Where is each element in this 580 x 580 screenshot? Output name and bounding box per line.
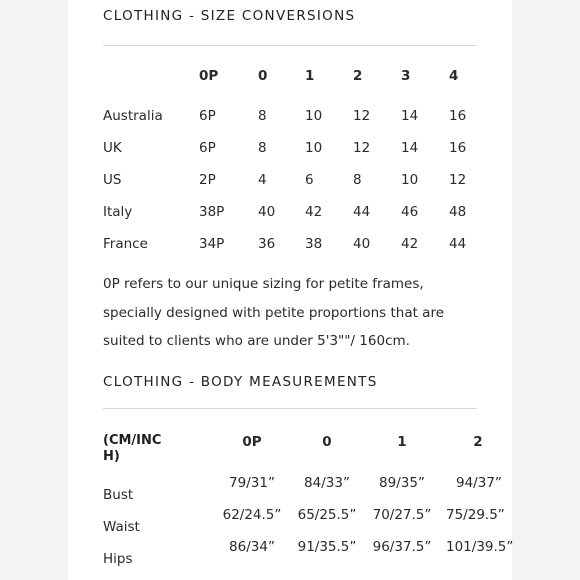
table-cell: 91/35.5” bbox=[297, 539, 357, 555]
column-header: 1 bbox=[305, 68, 315, 84]
column-header: 2 bbox=[473, 434, 483, 450]
column-header: 1 bbox=[397, 434, 407, 450]
divider bbox=[103, 408, 477, 409]
table-cell: 101/39.5” bbox=[446, 539, 514, 555]
table-cell: 42 bbox=[401, 236, 419, 252]
table-cell: 34P bbox=[199, 236, 225, 252]
row-label: Italy bbox=[103, 204, 133, 220]
row-label: Bust bbox=[103, 487, 134, 503]
table-cell: 89/35” bbox=[379, 475, 425, 491]
row-label: UK bbox=[103, 140, 122, 156]
table-cell: 12 bbox=[353, 108, 371, 124]
row-label: Hips bbox=[103, 551, 133, 567]
table-cell: 10 bbox=[305, 140, 323, 156]
body-measurements-title: CLOTHING - BODY MEASUREMENTS bbox=[103, 374, 378, 390]
table-cell: 36 bbox=[258, 236, 276, 252]
unit-header: (CM/INCH) bbox=[103, 433, 162, 464]
column-header: 0 bbox=[322, 434, 332, 450]
column-header: 3 bbox=[401, 68, 411, 84]
table-cell: 44 bbox=[353, 204, 371, 220]
table-cell: 12 bbox=[353, 140, 371, 156]
table-cell: 8 bbox=[258, 140, 267, 156]
table-cell: 79/31” bbox=[229, 475, 275, 491]
table-cell: 96/37.5” bbox=[372, 539, 432, 555]
table-cell: 62/24.5” bbox=[222, 507, 282, 523]
size-guide-panel bbox=[68, 0, 512, 580]
column-header: 0P bbox=[199, 68, 219, 84]
table-cell: 6P bbox=[199, 108, 216, 124]
table-cell: 14 bbox=[401, 140, 419, 156]
row-label: US bbox=[103, 172, 122, 188]
table-cell: 40 bbox=[353, 236, 371, 252]
table-cell: 16 bbox=[449, 108, 467, 124]
table-cell: 8 bbox=[258, 108, 267, 124]
table-cell: 70/27.5” bbox=[372, 507, 432, 523]
column-header: 0 bbox=[258, 68, 268, 84]
table-cell: 6 bbox=[305, 172, 314, 188]
table-cell: 38P bbox=[199, 204, 225, 220]
column-header: 0P bbox=[242, 434, 262, 450]
row-label: Australia bbox=[103, 108, 163, 124]
divider bbox=[103, 45, 477, 46]
table-cell: 2P bbox=[199, 172, 216, 188]
table-cell: 4 bbox=[258, 172, 267, 188]
column-header: 4 bbox=[449, 68, 459, 84]
table-cell: 46 bbox=[401, 204, 419, 220]
size-conversions-title: CLOTHING - SIZE CONVERSIONS bbox=[103, 8, 356, 24]
table-cell: 75/29.5” bbox=[446, 507, 505, 523]
table-cell: 14 bbox=[401, 108, 419, 124]
row-label: France bbox=[103, 236, 148, 252]
column-header: 2 bbox=[353, 68, 363, 84]
table-cell: 48 bbox=[449, 204, 467, 220]
table-cell: 84/33” bbox=[304, 475, 350, 491]
table-cell: 94/37” bbox=[456, 475, 502, 491]
table-cell: 8 bbox=[353, 172, 362, 188]
table-cell: 16 bbox=[449, 140, 467, 156]
table-cell: 10 bbox=[401, 172, 419, 188]
table-cell: 38 bbox=[305, 236, 323, 252]
table-cell: 42 bbox=[305, 204, 323, 220]
table-cell: 65/25.5” bbox=[297, 507, 357, 523]
size-guide-content bbox=[103, 0, 514, 580]
petite-sizing-note: 0P refers to our unique sizing for petite frames, specially designed with petite proportions that are suited to clients who are under 5'3""/ 160cm. bbox=[103, 276, 445, 349]
row-label: Waist bbox=[103, 519, 140, 535]
table-cell: 86/34” bbox=[229, 539, 275, 555]
table-cell: 12 bbox=[449, 172, 467, 188]
table-cell: 10 bbox=[305, 108, 323, 124]
table-cell: 44 bbox=[449, 236, 467, 252]
table-cell: 6P bbox=[199, 140, 216, 156]
table-cell: 40 bbox=[258, 204, 276, 220]
